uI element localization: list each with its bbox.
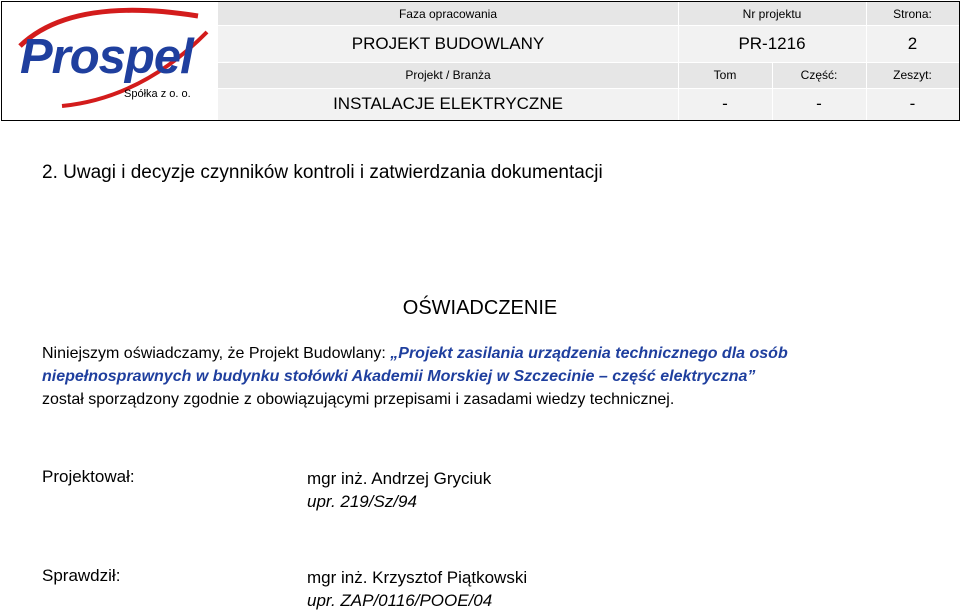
- project-title-part-1: „Projekt zasilania urządzenia technicznego dla osób: [390, 345, 788, 362]
- grid-divider: [772, 62, 773, 120]
- checker-name: mgr inż. Krzysztof Piątkowski: [307, 568, 528, 587]
- part-value: -: [816, 94, 822, 113]
- part-label: Część:: [800, 68, 838, 82]
- checked-by-label: Sprawdził:: [42, 566, 121, 585]
- checker-block: [307, 566, 527, 612]
- designer-name: mgr inż. Andrzej Gryciuk: [307, 469, 492, 488]
- project-number-value: PR-1216: [738, 33, 806, 53]
- project-title-part-2: niepełnosprawnych w budynku stołówki Akademii Morskiej w Szczecinie – część elektryczna”: [42, 368, 756, 385]
- designer-block: [307, 467, 491, 513]
- grid-divider: [218, 25, 959, 26]
- statement-intro: Niniejszym oświadczamy, że Projekt Budowlany:: [42, 345, 391, 362]
- statement-conclusion: został sporządzony zgodnie z obowiązującymi przepisami i zasadami wiedzy technicznej.: [42, 391, 675, 408]
- company-logo: [1, 1, 219, 121]
- branch-values-row: [218, 88, 959, 120]
- logo-subtitle: Spółka z o. o.: [124, 88, 191, 100]
- header-labels-row: [218, 2, 959, 25]
- statement-paragraph: [42, 342, 922, 411]
- title-block: [0, 0, 960, 122]
- grid-divider: [678, 2, 679, 120]
- logo-brand-text: Prospel: [20, 30, 193, 84]
- branch-value: INSTALACJE ELEKTRYCZNE: [333, 94, 563, 113]
- phase-label: Faza opracowania: [398, 6, 498, 21]
- volume-label: Tom: [713, 68, 737, 82]
- section-heading: 2. Uwagi i decyzje czynników kontroli i zatwierdzania dokumentacji: [42, 162, 603, 183]
- checker-license: upr. ZAP/0116/POOE/04: [307, 591, 493, 610]
- branch-labels-row: [218, 62, 959, 88]
- designed-by-label: Projektował:: [42, 467, 135, 486]
- header-values-row: [218, 25, 959, 62]
- phase-value: PROJEKT BUDOWLANY: [351, 33, 545, 53]
- grid-divider: [218, 62, 959, 63]
- grid-divider: [866, 2, 867, 120]
- grid-divider: [218, 88, 959, 89]
- designer-license: upr. 219/Sz/94: [307, 492, 417, 511]
- statement-line-1: [42, 342, 922, 365]
- project-number-label: Nr projektu: [742, 6, 802, 21]
- statement-title: OŚWIADCZENIE: [402, 297, 558, 319]
- page-value: 2: [907, 33, 918, 53]
- page-label: Strona:: [893, 6, 932, 21]
- title-block-grid: [218, 1, 960, 121]
- volume-value: -: [722, 94, 728, 113]
- notebook-value: -: [909, 94, 916, 113]
- branch-label: Projekt / Branża: [405, 68, 491, 82]
- notebook-label: Zeszyt:: [893, 68, 932, 82]
